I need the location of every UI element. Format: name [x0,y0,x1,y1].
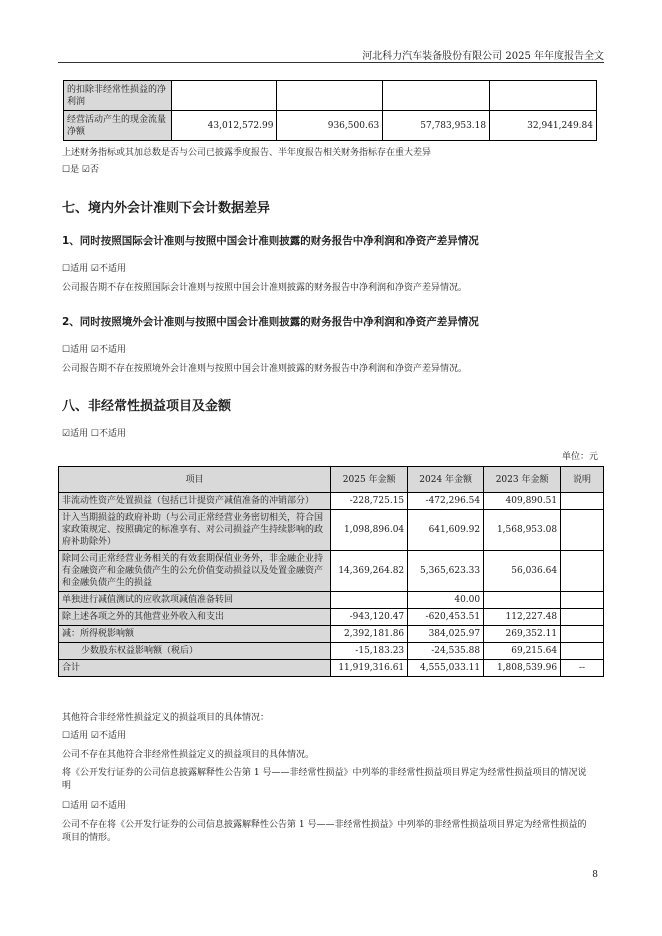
value-2024: 384,025.97 [408,626,484,643]
cash-flow-table [63,80,597,141]
value-2025 [331,592,408,609]
section7-title: 七、境内外会计准则下会计数据差异 [62,201,271,216]
row-label: 经营活动产生的现金流量净额 [64,111,172,141]
value-2024: 5,365,623.33 [408,551,484,592]
section7-sub2-options: ☐适用 ☑不适用 [62,345,126,355]
value-2024: 641,609.92 [408,510,484,551]
item-label: 除同公司正常经营业务相关的有效套期保值业务外，非金融企业持有金融资产和金融负债产生的公允价值变动损益以及处置金融资产和金融负债产生的损益 [59,551,331,592]
section7-sub1-text: 公司报告期不存在按照国际会计准则与按照中国会计准则披露的财务报告中净利润和净资产差异情况。 [62,283,468,293]
table-cell [490,81,597,111]
item-label: 合计 [59,660,331,677]
value-2025: 1,098,896.04 [331,510,408,551]
diff-options: ☐是 ☑否 [62,165,99,175]
table-row [64,81,597,111]
other-items-options: ☐适用 ☑不适用 [62,731,126,741]
table-row [59,643,604,660]
unit-label: 单位：元 [561,452,598,462]
column-header: 2025 年金额 [331,467,408,493]
column-header: 说明 [561,467,604,493]
note-cell [561,609,604,626]
item-label: 除上述各项之外的其他营业外收入和支出 [59,609,331,626]
value-2023: 409,890.51 [484,493,561,510]
header-divider [58,62,604,63]
note-cell: -- [561,660,604,677]
non-recurring-gains-table [58,466,604,677]
item-label: 非流动性资产处置损益（包括已计提资产减值准备的冲销部分） [59,493,331,510]
other-items-title: 其他符合非经常性损益定义的损益项目的具体情况： [62,713,270,723]
value-2025: -15,183.23 [331,643,408,660]
table-cell [171,81,277,111]
value-2023: 56,036.64 [484,551,561,592]
explain-options: ☐适用 ☑不适用 [62,801,126,811]
table-row [59,626,604,643]
table-cell: 936,500.63 [277,111,383,141]
value-2023 [484,592,561,609]
explain-text: 公司不存在将《公开发行证券的公司信息披露解释性公告第 1 号——非经常性损益》中列举的非经常性损益项目界定为经常性损益的项目的情形。 [62,820,587,843]
column-header: 2024 年金额 [408,467,484,493]
note-cell [561,493,604,510]
value-2023: 112,227.48 [484,609,561,626]
column-header: 项目 [59,467,331,493]
table-cell: 32,941,249.84 [490,111,597,141]
value-2024: -620,453.51 [408,609,484,626]
value-2025: 14,369,264.82 [331,551,408,592]
row-label: 的扣除非经常性损益的净利润 [64,81,172,111]
table-cell: 57,783,953.18 [383,111,490,141]
item-label: 计入当期损益的政府补助（与公司正常经营业务密切相关，符合国家政策规定、按照确定的标准享有、对公司损益产生持续影响的政府补助除外） [59,510,331,551]
value-2024: 40.00 [408,592,484,609]
page-number: 8 [592,870,598,880]
table-row [59,493,604,510]
table-row [59,609,604,626]
section8-title: 八、非经常性损益项目及金额 [62,399,232,414]
table-header-row [59,467,604,493]
value-2025: -228,725.15 [331,493,408,510]
item-label: 减：所得税影响额 [59,626,331,643]
other-items-text: 公司不存在其他符合非经常性损益定义的损益项目的具体情况。 [62,750,315,760]
value-2023: 269,352.11 [484,626,561,643]
note-cell [561,592,604,609]
value-2023: 1,568,953.08 [484,510,561,551]
value-2025: -943,120.47 [331,609,408,626]
note-cell [561,510,604,551]
note-cell [561,551,604,592]
section7-sub1-options: ☐适用 ☑不适用 [62,264,126,274]
section7-sub2-title: 2、同时按照境外会计准则与按照中国会计准则披露的财务报告中净利润和净资产差异情况 [62,316,479,328]
item-label: 少数股东权益影响额（税后） [59,643,331,660]
document-header-title: 河北科力汽车装备股份有限公司 2025 年年度报告全文 [362,51,604,62]
value-2024: -24,535.88 [408,643,484,660]
table-row [59,592,604,609]
table-cell [383,81,490,111]
table-cell [277,81,383,111]
explain-title: 将《公开发行证券的公司信息披露解释性公告第 1 号——非经常性损益》中列举的非经常性损益项目界定为经常性损益项目的情况说明 [62,768,587,791]
table-row [64,111,597,141]
note-cell [561,643,604,660]
table-row [59,551,604,592]
table-cell: 43,012,572.99 [171,111,277,141]
value-2023: 1,808,539.96 [484,660,561,677]
column-header: 2023 年金额 [484,467,561,493]
section7-sub2-text: 公司报告期不存在按照境外会计准则与按照中国会计准则披露的财务报告中净利润和净资产差异情况。 [62,364,468,374]
section7-sub1-title: 1、同时按照国际会计准则与按照中国会计准则披露的财务报告中净利润和净资产差异情况 [62,235,479,247]
table-total-row [59,660,604,677]
value-2025: 2,392,181.86 [331,626,408,643]
note-cell [561,626,604,643]
item-label: 单独进行减值测试的应收款项减值准备转回 [59,592,331,609]
value-2023: 69,215.64 [484,643,561,660]
value-2025: 11,919,316.61 [331,660,408,677]
table-row [59,510,604,551]
value-2024: -472,296.54 [408,493,484,510]
diff-note: 上述财务指标或其加总数是否与公司已披露季度报告、半年度报告相关财务指标存在重大差异 [62,148,432,158]
section8-options: ☑适用 ☐不适用 [62,429,126,439]
value-2024: 4,555,033.11 [408,660,484,677]
